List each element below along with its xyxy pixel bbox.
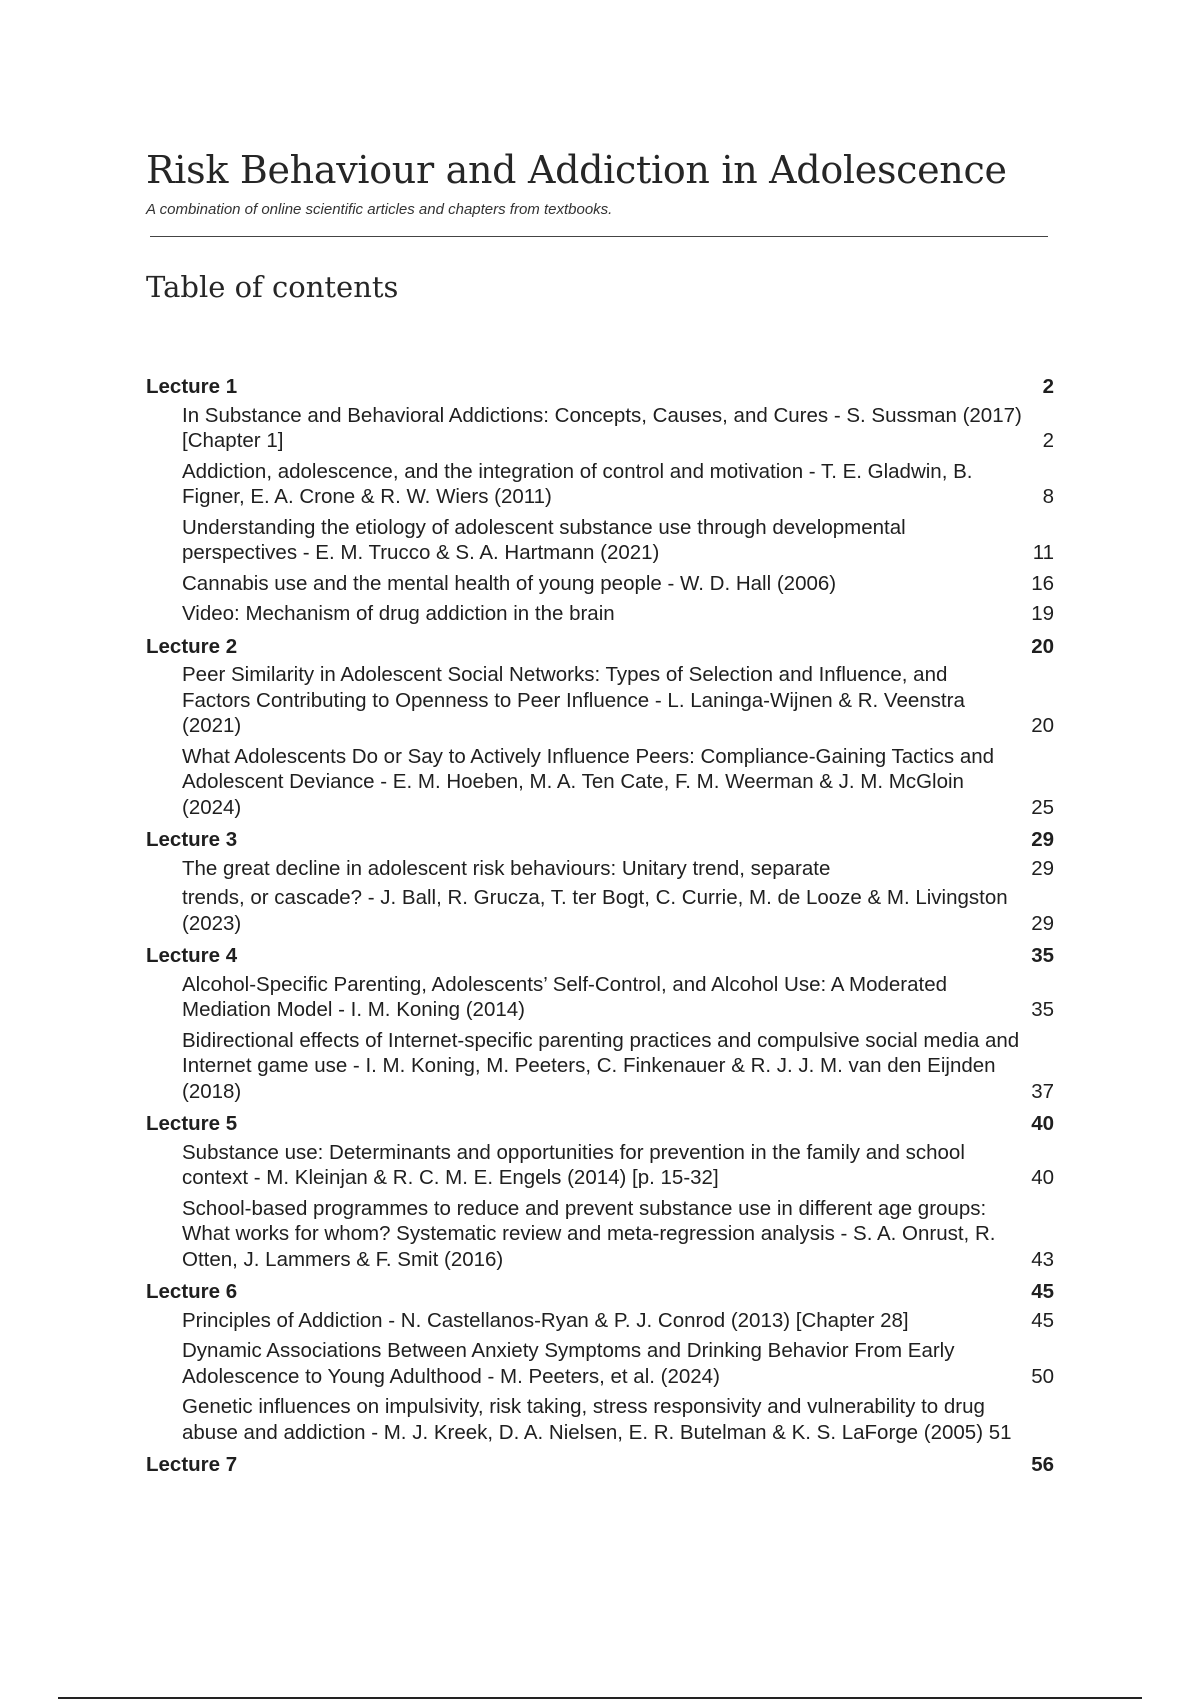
toc-entry-title: What Adolescents Do or Say to Actively Influence Peers: Compliance-Gaining Tactics and Adolescent Deviance - E. M. Hoeben, M. A. Ten Cate, F. M. Weerman & J. M. McGloin (2024) <box>182 744 995 819</box>
toc-lecture-heading[interactable] <box>146 632 1054 663</box>
toc-entry-page-number: 29 <box>1031 911 1054 935</box>
toc-heading: Table of contents <box>146 270 399 304</box>
title-divider <box>150 236 1048 237</box>
toc-lecture-title: Lecture 3 <box>146 828 238 851</box>
toc-entry[interactable] <box>146 515 1054 571</box>
toc-lecture-page-number: 45 <box>1031 1280 1054 1303</box>
toc-entry-title: Video: Mechanism of drug addiction in the brain <box>182 602 615 625</box>
toc-entry-page-number: 40 <box>1031 1166 1054 1189</box>
toc-lecture-heading[interactable] <box>146 1450 1054 1481</box>
toc-entry[interactable] <box>146 1338 1054 1394</box>
toc-entry-title: The great decline in adolescent risk behaviours: Unitary trend, separate <box>182 856 831 880</box>
toc-entry-title: Peer Similarity in Adolescent Social Networks: Types of Selection and Influence, and Factors Contributing to Openness to Peer Influence - L. Laninga-Wijnen & R. Veenstra (2021) <box>182 663 965 737</box>
toc-entry-title: School-based programmes to reduce and prevent substance use in different age groups: What works for whom? Systematic review and meta-regression analysis - S. A. Onrust, R. Otten, J. Lammers & F. Smit (2016) <box>182 1196 996 1271</box>
toc-entry-page-number: 19 <box>1031 602 1054 625</box>
toc-entry-title: Substance use: Determinants and opportunities for prevention in the family and school context - M. Kleinjan & R. C. M. E. Engels (2014) [p. 15-32] <box>182 1140 965 1189</box>
toc-entry-page-number: 8 <box>1042 485 1054 508</box>
toc-lecture-page-number: 20 <box>1031 634 1054 658</box>
toc-entry-title: Cannabis use and the mental health of young people - W. D. Hall (2006) <box>182 571 837 595</box>
toc-entry-title: Dynamic Associations Between Anxiety Symptoms and Drinking Behavior From Early Adolescence to Young Adulthood - M. Peeters, et al. (2024) <box>182 1339 955 1388</box>
toc-entry-title: Addiction, adolescence, and the integration of control and motivation - T. E. Gladwin, B. Figner, E. A. Crone & R. W. Wiers (2011) <box>182 459 973 508</box>
toc-entry[interactable] <box>146 856 1054 886</box>
toc-lecture-page-number: 2 <box>1042 375 1054 398</box>
toc-lecture-page-number: 29 <box>1031 828 1054 851</box>
toc-entry[interactable] <box>146 662 1054 744</box>
toc-entry[interactable] <box>146 1196 1054 1278</box>
toc-entry-page-number: 16 <box>1031 571 1054 595</box>
toc-entry-page-number: 11 <box>1032 541 1054 564</box>
toc-entry-page-number: 37 <box>1031 1079 1054 1103</box>
toc-entry[interactable] <box>146 571 1054 602</box>
toc-entry[interactable] <box>146 1394 1054 1450</box>
toc-lecture-heading[interactable] <box>146 825 1054 856</box>
toc-entry[interactable] <box>146 601 1054 632</box>
toc-entry[interactable] <box>146 403 1054 459</box>
toc-entry[interactable] <box>146 744 1054 826</box>
toc-lecture-title: Lecture 7 <box>146 1453 238 1476</box>
document-title: Risk Behaviour and Addiction in Adolescence <box>146 148 1007 192</box>
table-of-contents <box>146 372 1054 1481</box>
toc-lecture-heading[interactable] <box>146 1109 1054 1140</box>
toc-entry-page-number: 43 <box>1031 1247 1054 1271</box>
toc-entry-title: Bidirectional effects of Internet-specific parenting practices and compulsive social media and Internet game use - I. M. Koning, M. Peeters, C. Finkenauer & R. J. J. M. van den Eijnden (2018) <box>182 1028 1020 1103</box>
document-subtitle: A combination of online scientific articles and chapters from textbooks. <box>146 201 613 218</box>
toc-lecture-title: Lecture 6 <box>146 1280 238 1303</box>
toc-entry-title: Genetic influences on impulsivity, risk taking, stress responsivity and vulnerability to drug abuse and addiction - M. J. Kreek, D. A. Nielsen, E. R. Butelman & K. S. LaForge (2005) 51 <box>182 1395 1012 1444</box>
footer-divider <box>58 1697 1142 1699</box>
toc-lecture-title: Lecture 2 <box>146 634 238 658</box>
toc-lecture-title: Lecture 1 <box>146 375 238 398</box>
toc-lecture-heading[interactable] <box>146 372 1054 403</box>
toc-lecture-heading[interactable] <box>146 941 1054 972</box>
toc-lecture-page-number: 40 <box>1031 1112 1054 1135</box>
toc-entry-title: In Substance and Behavioral Addictions: Concepts, Causes, and Cures - S. Sussman (2017) [Chapter 1] <box>182 403 1022 452</box>
toc-entry-page-number: 2 <box>1042 429 1054 452</box>
toc-entry-title: Principles of Addiction - N. Castellanos-Ryan & P. J. Conrod (2013) [Chapter 28] <box>182 1308 909 1332</box>
toc-entry-page-number: 50 <box>1031 1364 1054 1388</box>
toc-entry[interactable] <box>146 1028 1054 1110</box>
toc-entry-page-number: 25 <box>1031 795 1054 819</box>
toc-entry-page-number: 35 <box>1031 998 1054 1021</box>
toc-entry-page-number: 20 <box>1031 714 1054 737</box>
toc-entry-title: trends, or cascade? - J. Ball, R. Grucza, T. ter Bogt, C. Currie, M. de Looze & M. Livingston (2023) <box>182 886 1008 935</box>
toc-entry[interactable] <box>146 972 1054 1028</box>
toc-entry[interactable] <box>146 885 1054 941</box>
toc-lecture-heading[interactable] <box>146 1277 1054 1308</box>
toc-entry-page-number: 29 <box>1031 856 1054 880</box>
toc-entry[interactable] <box>146 1140 1054 1196</box>
toc-entry[interactable] <box>146 459 1054 515</box>
toc-lecture-page-number: 35 <box>1031 944 1054 967</box>
toc-entry-title: Alcohol-Specific Parenting, Adolescents’ Self-Control, and Alcohol Use: A Moderated Mediation Model - I. M. Koning (2014) <box>182 972 948 1021</box>
toc-lecture-title: Lecture 4 <box>146 944 238 967</box>
toc-entry-title: Understanding the etiology of adolescent substance use through developmental perspectives - E. M. Trucco & S. A. Hartmann (2021) <box>182 515 906 564</box>
toc-lecture-title: Lecture 5 <box>146 1112 238 1135</box>
toc-entry[interactable] <box>146 1308 1054 1339</box>
toc-lecture-page-number: 56 <box>1031 1453 1054 1476</box>
toc-entry-page-number: 45 <box>1031 1308 1054 1332</box>
